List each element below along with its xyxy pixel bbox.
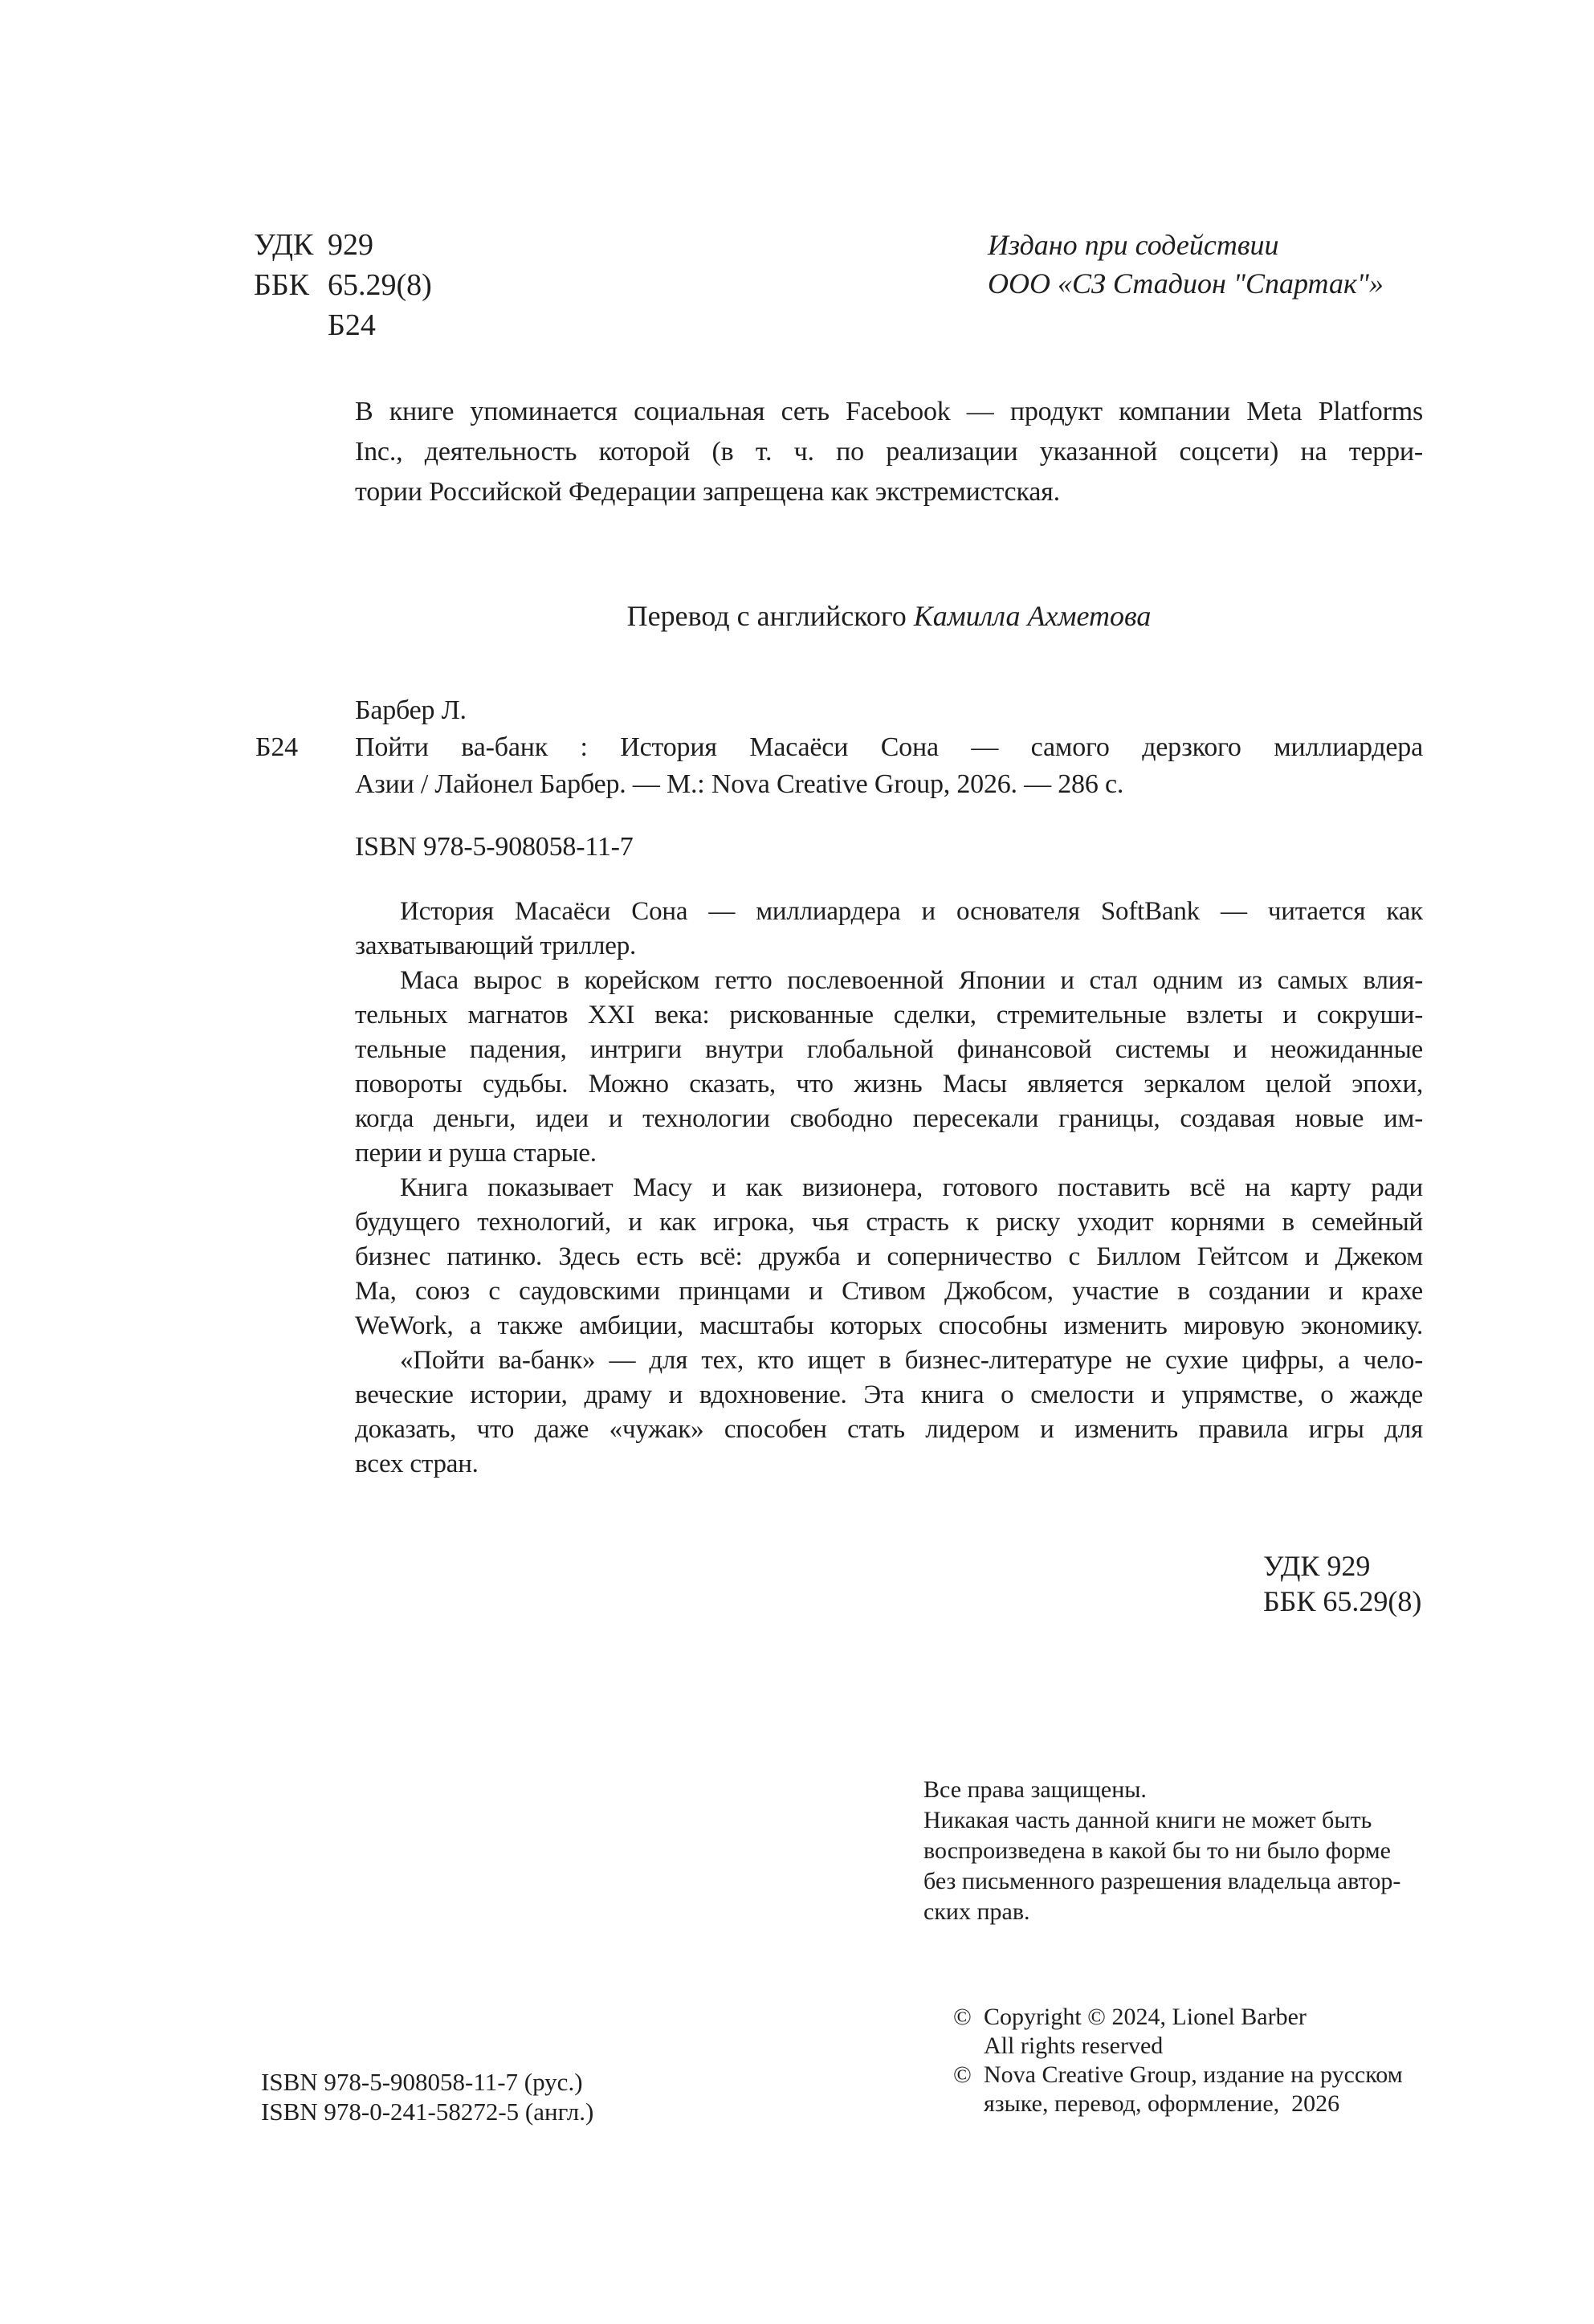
bbk-value: 65.29(8) (328, 268, 432, 302)
annotation (355, 895, 1423, 1482)
translation-prefix: Перевод с английского (626, 600, 914, 632)
bibliographic-record (255, 692, 1423, 866)
annotation-line: захватывающий триллер. (355, 932, 637, 960)
translation-credit (355, 596, 1423, 636)
biblio-title-row (255, 729, 1423, 766)
copyright-line: языке, перевод, оформление, 2026 (984, 2090, 1340, 2117)
biblio-author-code: Б24 (255, 732, 298, 762)
annotation-line: перии и руша старые. (355, 1139, 597, 1168)
annotation-line: Маса вырос в корейском гетто послевоенной Японии и стал одним из самых влия- (400, 966, 1423, 995)
annotation-line: бизнес патинко. Здесь есть всё: дружба и соперничество с Биллом Гейтсом и Джеком (355, 1242, 1423, 1271)
annotation-line: История Масаёси Сона — миллиардера и основателя SoftBank — читается как (400, 897, 1423, 926)
copyright-entry (953, 2003, 1403, 2061)
copyright-line: All rights reserved (984, 2032, 1164, 2059)
udk-row (254, 225, 432, 265)
annotation-line: WeWork, а также амбиции, масштабы которых способны изменить мировую экономику. (355, 1311, 1423, 1340)
udk-label: УДК (254, 228, 314, 262)
annotation-line: тельные падения, интриги внутри глобальной финансовой системы и неожиданные (355, 1035, 1423, 1064)
rights-line: Все права защищены. (923, 1776, 1147, 1803)
annotation-line: тельных магнатов XXI века: рискованные сделки, стремительные взлеты и сокруши- (355, 1001, 1423, 1029)
isbn-line-eng: ISBN 978-0-241-58272-5 (англ.) (261, 2098, 594, 2126)
udk-footer: УДК 929 (1263, 1550, 1371, 1582)
annotation-line: доказать, что даже «чужак» способен стать лидером и изменить правила игры для (355, 1415, 1423, 1444)
author-code-value: Б24 (328, 308, 376, 342)
isbn-block (261, 2067, 593, 2126)
translator-name: Камилла Ахметова (913, 600, 1152, 632)
publisher-note-line: ООО «СЗ Стадион "Спартак"» (988, 267, 1384, 300)
classification-footer (1263, 1548, 1421, 1619)
copyright-symbol: © (953, 2004, 972, 2030)
rights-line: ских прав. (923, 1898, 1030, 1925)
annotation-line: будущего технологий, и как игрока, чья страсть к риску уходит корнями в семейный (355, 1208, 1423, 1237)
isbn-line-rus: ISBN 978-5-908058-11-7 (рус.) (261, 2068, 583, 2096)
copyright-line: Copyright © 2024, Lionel Barber (984, 2004, 1307, 2030)
udk-value: 929 (328, 228, 373, 262)
annotation-line: всех стран. (355, 1449, 479, 1478)
disclaimer-line: В книге упоминается социальная сеть Facebook — продукт компании Meta Platforms (355, 397, 1423, 426)
biblio-title-line: Пойти ва-банк : История Масаёси Сона — самого дерзкого миллиардера (355, 732, 1423, 762)
copyright-line: Nova Creative Group, издание на русском (984, 2061, 1403, 2088)
author-code-row (254, 305, 432, 345)
publisher-note-line: Издано при содействии (988, 229, 1279, 261)
copyright-entry-text (984, 2061, 1403, 2118)
rights-line: воспроизведена в какой бы то ни было форме (923, 1837, 1391, 1864)
copyright-entry (953, 2061, 1403, 2118)
annotation-line: «Пойти ва-банк» — для тех, кто ищет в бизнес-литературе не сухие цифры, а чело- (400, 1346, 1423, 1375)
biblio-isbn: ISBN 978-5-908058-11-7 (355, 832, 634, 862)
annotation-line: веческие истории, драму и вдохновение. Эта книга о смелости и упрямстве, о жажде (355, 1380, 1423, 1409)
annotation-line: повороты судьбы. Можно сказать, что жизнь Масы является зеркалом целой эпохи, (355, 1070, 1423, 1099)
annotation-line: когда деньги, идеи и технологии свободно пересекали границы, создавая новые им- (355, 1104, 1423, 1133)
copyright-block (953, 2003, 1403, 2118)
classification-header (254, 225, 432, 345)
bbk-label: ББК (254, 268, 309, 302)
bbk-footer: ББК 65.29(8) (1263, 1585, 1422, 1617)
facebook-disclaimer (355, 392, 1423, 512)
rights-line: Никакая часть данной книги не может быть (923, 1807, 1372, 1833)
publisher-support-note (988, 226, 1384, 303)
annotation-line: Книга показывает Масу и как визионера, готового поставить всё на карту ради (400, 1173, 1423, 1202)
bbk-row (254, 265, 432, 305)
copyright-symbol: © (953, 2061, 972, 2088)
biblio-author: Барбер Л. (355, 695, 467, 725)
biblio-title-line: Азии / Лайонел Барбер. — М.: Nova Creative Group, 2026. — 286 с. (355, 769, 1124, 799)
copyright-entry-text (984, 2003, 1307, 2061)
disclaimer-line: тории Российской Федерации запрещена как экстремистская. (355, 477, 1060, 507)
author-code-spacer (254, 305, 328, 345)
rights-line: без письменного разрешения владельца автор- (923, 1868, 1401, 1894)
annotation-line: Ма, союз с саудовскими принцами и Стивом Джобсом, участие в создании и крахе (355, 1277, 1423, 1306)
disclaimer-line: Inc., деятельность которой (в т. ч. по реализации указанной соцсети) на терри- (355, 437, 1423, 467)
rights-notice (923, 1775, 1400, 1927)
